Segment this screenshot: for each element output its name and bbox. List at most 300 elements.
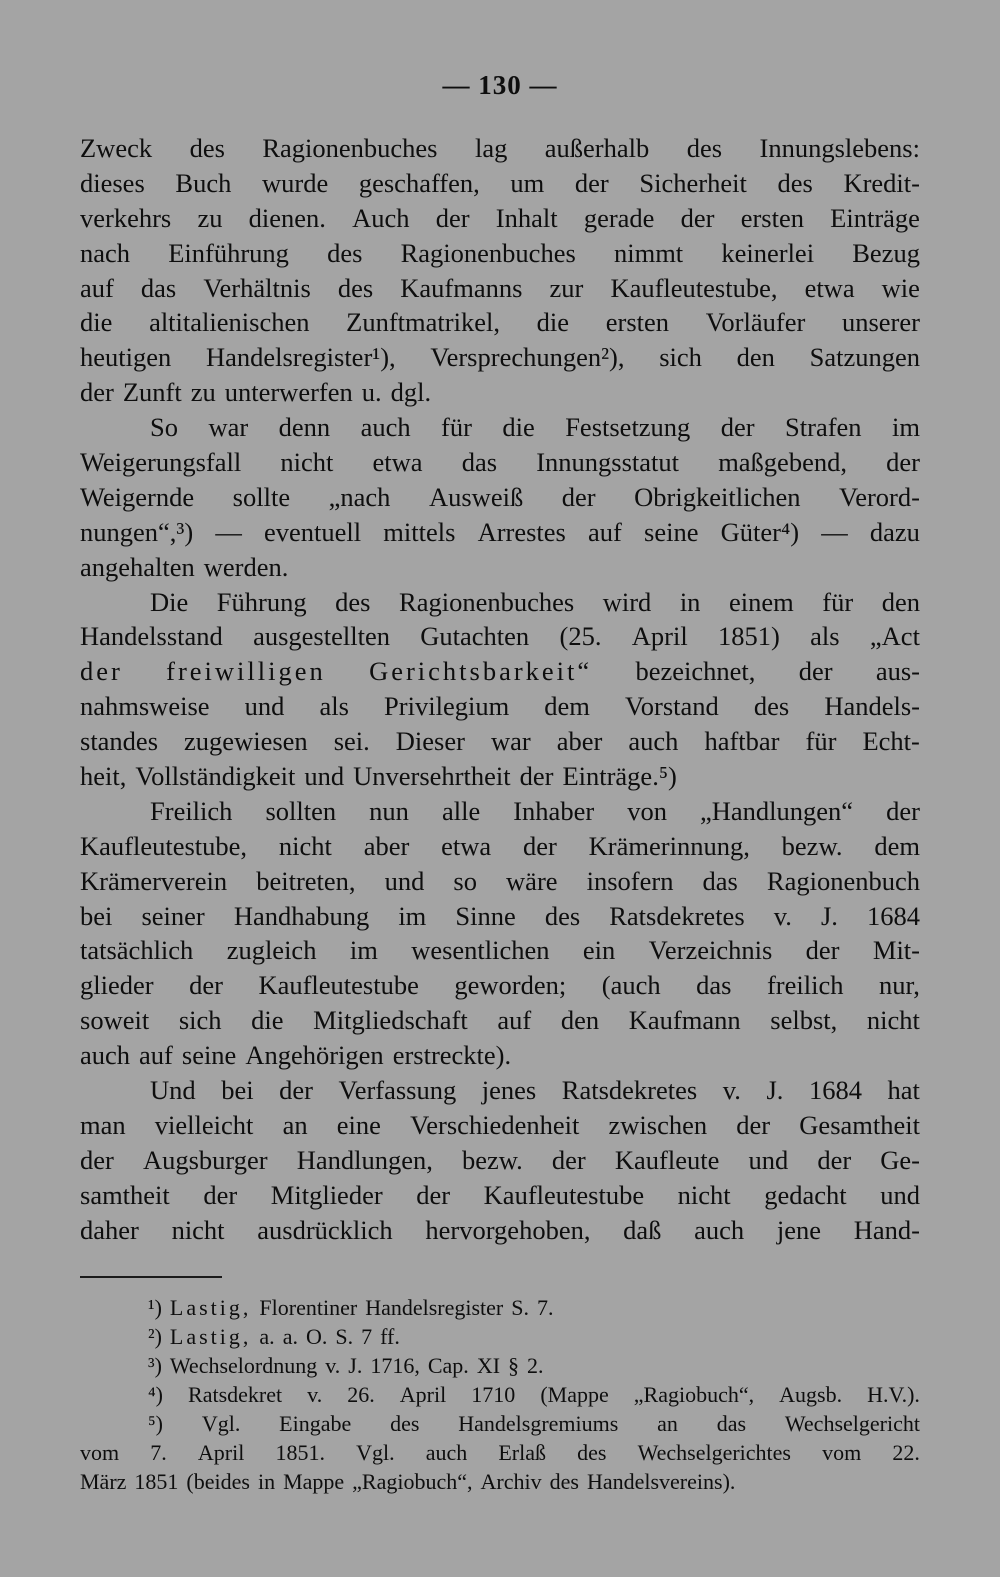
word: als <box>810 621 840 652</box>
word: des <box>549 1469 579 1494</box>
word: des <box>335 586 371 617</box>
word: Archiv <box>480 1469 542 1494</box>
word: zu <box>197 202 223 233</box>
word: „Ragiobuch“, <box>633 1382 755 1407</box>
word: werden. <box>203 551 289 582</box>
word: Versprechungen²), <box>430 342 625 373</box>
word: ³) <box>148 1353 162 1378</box>
word: 1710 <box>471 1382 516 1407</box>
word: Strafen <box>785 412 862 443</box>
word: wie <box>881 272 920 303</box>
footnote-separator <box>80 1276 222 1278</box>
word: J. <box>766 1075 784 1106</box>
word: Kaufleutestube, <box>610 272 778 303</box>
word: v. <box>307 1382 323 1407</box>
word: Festsetzung <box>565 412 691 443</box>
word: v. <box>722 1075 741 1106</box>
word: Verzeichnis <box>648 935 773 966</box>
word: seine <box>644 516 699 547</box>
word: eventuell <box>263 516 362 547</box>
word: 1851) <box>718 621 780 652</box>
word: § <box>508 1353 520 1378</box>
word: soweit <box>80 1005 150 1036</box>
word: in <box>679 586 701 617</box>
word: Führung <box>216 586 307 617</box>
word: der <box>189 970 223 1001</box>
footnotes <box>80 1293 920 1496</box>
word: der <box>279 1075 313 1106</box>
body-text-line <box>80 305 920 340</box>
footnote-line <box>80 1380 920 1409</box>
word: das <box>702 865 738 896</box>
body-text-line <box>80 515 920 550</box>
word: v. <box>773 900 792 931</box>
word: daher <box>80 1214 139 1245</box>
word: aber <box>363 830 410 861</box>
word: sollten <box>265 795 337 826</box>
word: Krämerverein <box>80 865 228 896</box>
word: bezeichnet, <box>635 656 756 687</box>
word: Mit- <box>872 935 920 966</box>
word: zugleich <box>226 935 317 966</box>
word: an <box>282 1109 308 1140</box>
word: ¹) <box>148 1295 162 1320</box>
word: S. <box>335 1324 354 1349</box>
word: 1684 <box>866 900 920 931</box>
word: der <box>886 447 920 478</box>
word: freilich <box>766 970 844 1001</box>
word: Ratsdekret <box>188 1382 283 1407</box>
word: der <box>203 1179 238 1210</box>
word: Gerichtsbarkeit“ <box>369 656 593 687</box>
word: den <box>736 342 775 373</box>
word: gedacht <box>764 1179 847 1210</box>
word: auf <box>80 272 114 303</box>
word: Kaufleute <box>614 1144 720 1175</box>
word: Sicherheit <box>639 167 747 198</box>
word: 22. <box>892 1440 920 1465</box>
word: Sinne <box>455 900 516 931</box>
word: der <box>551 1144 586 1175</box>
word: Arrestes <box>477 516 566 547</box>
word: des <box>777 167 813 198</box>
word: der <box>80 377 114 408</box>
word: den <box>560 1005 600 1036</box>
word: für <box>441 412 472 443</box>
word: die <box>536 307 570 338</box>
word: das <box>461 447 498 478</box>
body-text-line <box>80 933 920 968</box>
word: das <box>696 970 732 1001</box>
word: Inhaber <box>513 795 595 826</box>
word: April <box>631 621 688 652</box>
word: um <box>510 167 545 198</box>
word: eine <box>336 1109 381 1140</box>
word: nimmt <box>613 237 684 268</box>
word: Kaufleutestube <box>258 970 419 1001</box>
word: der <box>80 1144 114 1175</box>
body-text-line <box>80 445 920 480</box>
body-text-line <box>80 968 920 1003</box>
word: im <box>398 900 427 931</box>
footnote-line <box>80 1351 920 1380</box>
word: Augsb. <box>779 1382 843 1407</box>
word: außerhalb <box>544 133 650 163</box>
word: war <box>491 726 531 757</box>
word: März <box>80 1469 127 1494</box>
word: Vorläufer <box>705 307 806 338</box>
word: und <box>384 865 425 896</box>
word: auf <box>497 1005 532 1036</box>
word: Handlungen, <box>296 1144 433 1175</box>
word: J. <box>348 1353 363 1378</box>
word: gerade <box>583 202 655 233</box>
word: Bezug <box>852 237 920 268</box>
word: Eingabe <box>279 1411 352 1436</box>
word: Zweck <box>80 133 153 163</box>
word: Angehörigen <box>245 1040 384 1071</box>
word: selbst, <box>770 1005 838 1036</box>
footnote-line <box>80 1409 920 1438</box>
word: sollte <box>232 481 291 512</box>
word: Vgl. <box>356 1440 395 1465</box>
word: hervorgehoben, <box>425 1214 591 1245</box>
word: H.V.). <box>867 1382 920 1407</box>
body-text <box>80 131 920 1248</box>
body-text-line <box>80 550 920 585</box>
word: ⁵) <box>148 1411 163 1436</box>
body-text-line <box>80 585 920 620</box>
word: Vorstand <box>625 691 719 722</box>
word: Dieser <box>395 726 465 757</box>
word: Mappe <box>283 1469 345 1494</box>
word: vielleicht <box>154 1109 254 1140</box>
word: vom <box>80 1440 120 1465</box>
word: (beides <box>186 1469 250 1494</box>
word: jenes <box>481 1075 537 1106</box>
word: ausgestellten <box>253 621 390 652</box>
word: Kaufleutestube <box>483 1179 645 1210</box>
word: nach <box>80 237 131 268</box>
word: (auch <box>601 970 661 1001</box>
word: sei. <box>333 726 370 757</box>
word: lag <box>474 133 508 163</box>
word: zu <box>190 377 216 408</box>
word: wird <box>602 586 652 617</box>
word: Inhalt <box>495 202 558 233</box>
word: dem <box>874 830 920 861</box>
word: der <box>798 656 833 687</box>
word: ersten <box>605 307 670 338</box>
word: jene <box>776 1214 822 1245</box>
word: Einführung <box>168 237 289 268</box>
word: sich <box>659 342 702 373</box>
word: und <box>748 1144 789 1175</box>
word: die <box>502 412 535 443</box>
word: so <box>453 865 477 896</box>
word: des <box>337 272 374 303</box>
word: die <box>251 1005 284 1036</box>
word: unserer <box>841 307 920 338</box>
word: dieses <box>80 167 145 198</box>
body-text-line <box>80 131 920 166</box>
word: in <box>257 1469 276 1494</box>
word: Handhabung <box>233 900 370 931</box>
word: Zunftmatrikel, <box>346 307 500 338</box>
word: Vollständigkeit <box>135 761 296 792</box>
word: der <box>886 795 920 826</box>
word: seiner <box>141 900 205 931</box>
word: im <box>892 412 920 443</box>
word: wesentlichen <box>411 935 550 966</box>
word: der <box>561 481 596 512</box>
word: Echt- <box>862 726 920 757</box>
word: des <box>686 133 723 163</box>
word: der <box>817 1144 852 1175</box>
word: des <box>390 1411 420 1436</box>
word: Augsburger <box>142 1144 268 1175</box>
word: auch <box>694 1214 745 1245</box>
word: etwa <box>441 830 492 861</box>
word: Lastig, <box>169 1324 252 1349</box>
word: bezw. <box>461 1144 523 1175</box>
body-text-line <box>80 689 920 724</box>
word: beitreten, <box>256 865 356 896</box>
word: auf <box>588 516 622 547</box>
word: dazu <box>869 516 920 547</box>
word: tatsächlich <box>80 935 194 966</box>
word: aus- <box>875 656 920 687</box>
word: bei <box>221 1075 254 1106</box>
word: die <box>80 307 113 338</box>
body-text-line <box>80 864 920 899</box>
body-text-line <box>80 1073 920 1108</box>
word: Handelsvereins). <box>586 1469 736 1494</box>
word: April <box>399 1382 447 1407</box>
word: April <box>197 1440 245 1465</box>
word: S. <box>511 1295 529 1320</box>
word: Ragionenbuches <box>399 586 575 617</box>
word: auf <box>139 1040 173 1071</box>
word: u. <box>361 377 382 408</box>
word: 1716, <box>370 1353 420 1378</box>
word: XI <box>476 1353 501 1378</box>
word: Kredit- <box>843 167 920 198</box>
word: Kaufleutestube, <box>80 830 248 861</box>
word: glieder <box>80 970 154 1001</box>
word: So <box>150 412 178 443</box>
word: — <box>821 516 848 547</box>
word: Vgl. <box>201 1411 241 1436</box>
body-text-line <box>80 1143 920 1178</box>
word: Lastig, <box>169 1295 252 1320</box>
word: Güter⁴) <box>720 516 800 547</box>
word: seine <box>181 1040 237 1071</box>
word: 26. <box>347 1382 375 1407</box>
word: des <box>327 237 363 268</box>
body-text-line <box>80 166 920 201</box>
word: des <box>577 1440 607 1465</box>
word: ²) <box>148 1324 162 1349</box>
body-text-line <box>80 1108 920 1143</box>
word: im <box>349 935 378 966</box>
word: O. <box>305 1324 328 1349</box>
word: wurde <box>261 167 329 198</box>
word: Die <box>150 586 189 617</box>
word: der <box>720 412 755 443</box>
footnote-line <box>80 1322 920 1351</box>
word: (25. <box>559 621 602 652</box>
body-text-line <box>80 654 920 689</box>
word: man <box>80 1109 126 1140</box>
word: Handelsregister¹), <box>205 342 396 373</box>
word: Innungsstatut <box>536 447 680 478</box>
word: und <box>880 1179 920 1210</box>
word: auch <box>425 1440 468 1465</box>
word: Verschiedenheit <box>410 1109 580 1140</box>
word: nungen“,³) <box>80 516 194 547</box>
word: nun <box>369 795 409 826</box>
word: nahmsweise <box>80 691 210 722</box>
word: Gesamtheit <box>799 1109 920 1140</box>
word: Ge- <box>880 1144 920 1175</box>
word: der <box>416 1179 451 1210</box>
word: der <box>80 656 123 687</box>
word: unterwerfen <box>224 377 353 408</box>
word: mittels <box>383 516 456 547</box>
word: Gutachten <box>420 621 530 652</box>
word: Freilich <box>150 795 233 826</box>
word: a. <box>282 1324 298 1349</box>
word: auch <box>360 412 411 443</box>
body-text-line <box>80 619 920 654</box>
word: der <box>519 761 554 792</box>
word: das <box>716 1411 747 1436</box>
word: auch <box>80 1040 131 1071</box>
word: „nach <box>328 481 391 512</box>
word: alle <box>441 795 481 826</box>
word: des <box>189 133 225 163</box>
word: der <box>574 167 609 198</box>
word: als <box>319 691 349 722</box>
word: der <box>523 830 557 861</box>
word: Erlaß <box>498 1440 547 1465</box>
word: Satzungen <box>809 342 920 373</box>
word: 1684 <box>808 1075 862 1106</box>
word: Weigerungsfall <box>80 447 242 478</box>
body-text-line <box>80 271 920 306</box>
word: 1851 <box>134 1469 179 1494</box>
word: etwa <box>804 272 855 303</box>
word: Mitgliedschaft <box>313 1005 468 1036</box>
word: samtheit <box>80 1179 170 1210</box>
word: daß <box>623 1214 662 1245</box>
word: Buch <box>175 167 232 198</box>
body-text-line <box>80 829 920 864</box>
word: maßgebend, <box>718 447 847 478</box>
body-text-line <box>80 340 920 375</box>
word: Krämerinnung, <box>588 830 750 861</box>
word: dgl. <box>390 377 432 408</box>
word: dem <box>544 691 590 722</box>
word: — <box>215 516 242 547</box>
word: J. <box>820 900 838 931</box>
word: Handels- <box>824 691 920 722</box>
word: denn <box>278 412 331 443</box>
word: haftbar <box>704 726 780 757</box>
word: 2. <box>527 1353 544 1378</box>
body-text-line <box>80 236 920 271</box>
word: das <box>140 272 177 303</box>
word: Verord- <box>839 481 920 512</box>
word: für <box>822 586 854 617</box>
word: der <box>435 202 470 233</box>
word: nicht <box>171 1214 225 1245</box>
word: Florentiner <box>259 1295 358 1320</box>
body-text-line <box>80 201 920 236</box>
word: auch <box>628 726 679 757</box>
body-text-line <box>80 1038 920 1073</box>
body-text-line <box>80 899 920 934</box>
word: Unversehrtheit <box>353 761 511 792</box>
word: ff. <box>380 1324 400 1349</box>
word: Kaufmann <box>628 1005 741 1036</box>
body-text-line <box>80 724 920 759</box>
word: nur, <box>879 970 920 1001</box>
word: von <box>627 795 667 826</box>
word: verkehrs <box>80 202 172 233</box>
word: vom <box>822 1440 862 1465</box>
word: ersten <box>740 202 804 233</box>
word: Weigernde <box>80 481 195 512</box>
word: einem <box>728 586 794 617</box>
word: Mitglieder <box>270 1179 383 1210</box>
word: Ragionenbuches <box>262 133 438 163</box>
word: Wechselordnung <box>169 1353 318 1378</box>
word: Auch <box>352 202 410 233</box>
word: Handelsgremiums <box>458 1411 619 1436</box>
word: nicht <box>280 447 334 478</box>
word: Zunft <box>122 377 182 408</box>
word: ausdrücklich <box>257 1214 393 1245</box>
word: Hand- <box>853 1214 920 1245</box>
word: Innungslebens: <box>759 133 920 163</box>
word: an <box>657 1411 678 1436</box>
word: etwa <box>372 447 423 478</box>
word: hat <box>887 1075 920 1106</box>
word: nicht <box>677 1179 731 1210</box>
word: des <box>544 900 581 931</box>
word: Ratsdekretes <box>609 900 745 931</box>
footnote-line <box>80 1293 920 1322</box>
word: nicht <box>866 1005 920 1036</box>
word: der <box>805 935 840 966</box>
word: 7. <box>150 1440 167 1465</box>
word: altitalienischen <box>149 307 310 338</box>
word: der <box>680 202 715 233</box>
body-text-line <box>80 1178 920 1213</box>
word: bezw. <box>781 830 843 861</box>
word: und <box>244 691 285 722</box>
word: 1851. <box>275 1440 325 1465</box>
word: erstreckte). <box>392 1040 512 1071</box>
word: Cap. <box>427 1353 469 1378</box>
word: heutigen <box>80 342 172 373</box>
word: Verfassung <box>338 1075 457 1106</box>
word: keinerlei <box>721 237 815 268</box>
word: Einträge.⁵) <box>562 761 677 792</box>
body-text-line <box>80 410 920 445</box>
